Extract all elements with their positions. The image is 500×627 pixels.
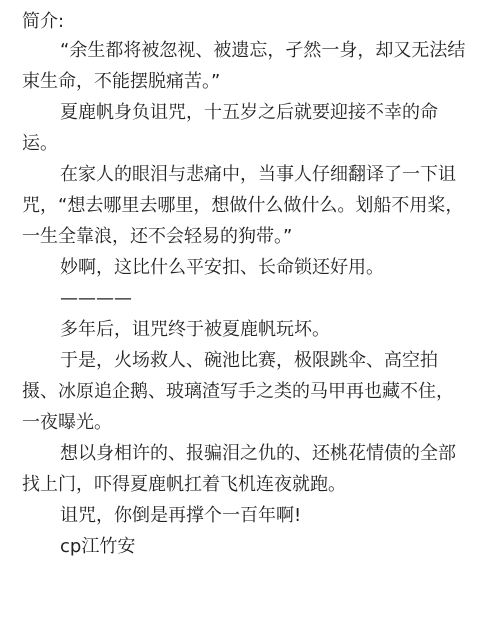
synopsis-line: 妙啊，这比什么平安扣、长命锁还好用。 [60, 257, 384, 278]
synopsis-line: 咒，“想去哪里去哪里，想做什么做什么。划船不用桨， [22, 195, 464, 216]
synopsis-line: 一生全靠浪，还不会轻易的狗带。” [22, 226, 293, 247]
synopsis-heading: 简介: [22, 11, 65, 32]
synopsis-line: ———— [60, 288, 132, 309]
synopsis-line: 一夜曝光。 [22, 412, 112, 433]
synopsis-line: 运。 [22, 133, 58, 154]
synopsis-line: “余生都将被忽视、被遗忘，孑然一身，却又无法结 [60, 40, 466, 61]
synopsis-line: 诅咒，你倒是再撑个一百年啊! [60, 505, 302, 526]
synopsis-body [22, 39, 478, 566]
synopsis-line: 找上门，吓得夏鹿帆扛着飞机连夜就跑。 [22, 474, 346, 495]
synopsis-line: 在家人的眼泪与悲痛中，当事人仔细翻译了一下诅 [60, 164, 456, 185]
synopsis-line: 束生命，不能摆脱痛苦。” [22, 71, 221, 92]
synopsis-line: 摄、冰原追企鹅、玻璃渣写手之类的马甲再也藏不住， [22, 381, 454, 402]
synopsis-line: 夏鹿帆身负诅咒，十五岁之后就要迎接不幸的命 [60, 102, 438, 123]
synopsis-line: 多年后，诅咒终于被夏鹿帆玩坏。 [60, 319, 330, 340]
synopsis-line: cp江竹安 [60, 536, 136, 557]
synopsis-line: 想以身相许的、报骗泪之仇的、还桃花情债的全部 [60, 443, 456, 464]
synopsis-line: 于是，火场救人、碗池比赛，极限跳伞、高空拍 [60, 350, 438, 371]
